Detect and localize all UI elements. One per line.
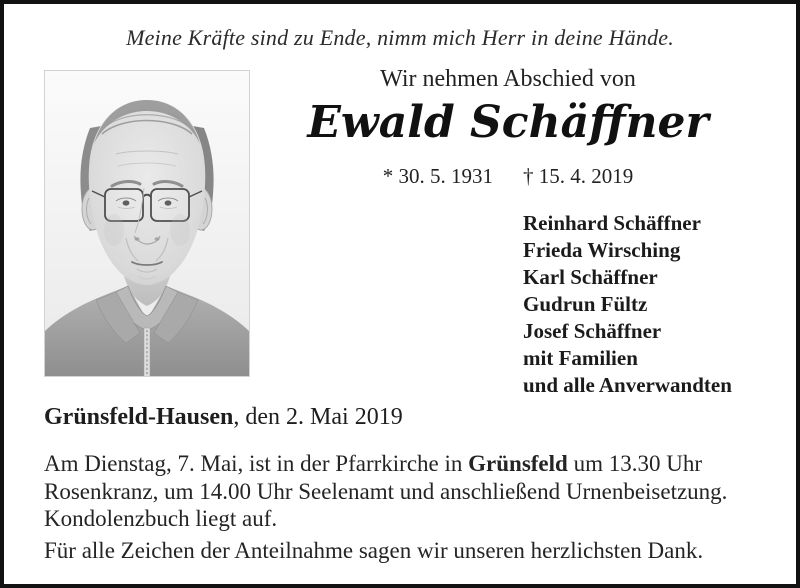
farewell-intro-text: Wir nehmen Abschied von: [380, 66, 636, 92]
mourner-name: Reinhard Schäffner: [523, 211, 701, 235]
birth-date: * 30. 5. 1931: [382, 164, 493, 188]
mourner-name: Gudrun Fültz: [523, 292, 648, 316]
place-name: Grünsfeld-Hausen: [44, 404, 234, 430]
mourner-name: Josef Schäffner: [523, 319, 662, 343]
mourner-name: Karl Schäffner: [523, 265, 658, 289]
portrait-photo: [44, 70, 250, 377]
mourner-relatives-line: und alle Anverwandten: [523, 373, 732, 397]
dateline: [44, 404, 403, 431]
announcement-line-1-pre: Am Dienstag, 7. Mai, ist in der Pfarrkirche in: [44, 451, 463, 476]
epigraph-text: Meine Kräfte sind zu Ende, nimm mich Herr in deine Hände.: [126, 25, 674, 50]
life-dates: [252, 164, 764, 189]
announcement-line-1-post: um 13.30 Uhr: [573, 451, 702, 476]
announcement-line-2: Rosenkranz, um 14.00 Uhr Seelenamt und anschließend Urnenbeisetzung.: [44, 478, 728, 504]
funeral-announcement: [44, 450, 727, 533]
announcement-line-3: Kondolenzbuch liegt auf.: [44, 506, 278, 531]
announcement-line-1: [44, 450, 727, 478]
portrait-illustration: [44, 70, 250, 377]
deceased-name: Ewald Schäffner: [307, 97, 709, 148]
mourner-family-line: mit Familien: [523, 346, 638, 370]
announcement-place-bold: Grünsfeld: [468, 451, 568, 476]
thanks-text: Für alle Zeichen der Anteilnahme sagen wir unseren herzlichsten Dank.: [44, 538, 704, 563]
mourners-list: [523, 210, 732, 399]
mourner-name: Frieda Wirsching: [523, 238, 681, 262]
dateline-date: , den 2. Mai 2019: [233, 404, 403, 430]
death-date: † 15. 4. 2019: [523, 164, 634, 188]
